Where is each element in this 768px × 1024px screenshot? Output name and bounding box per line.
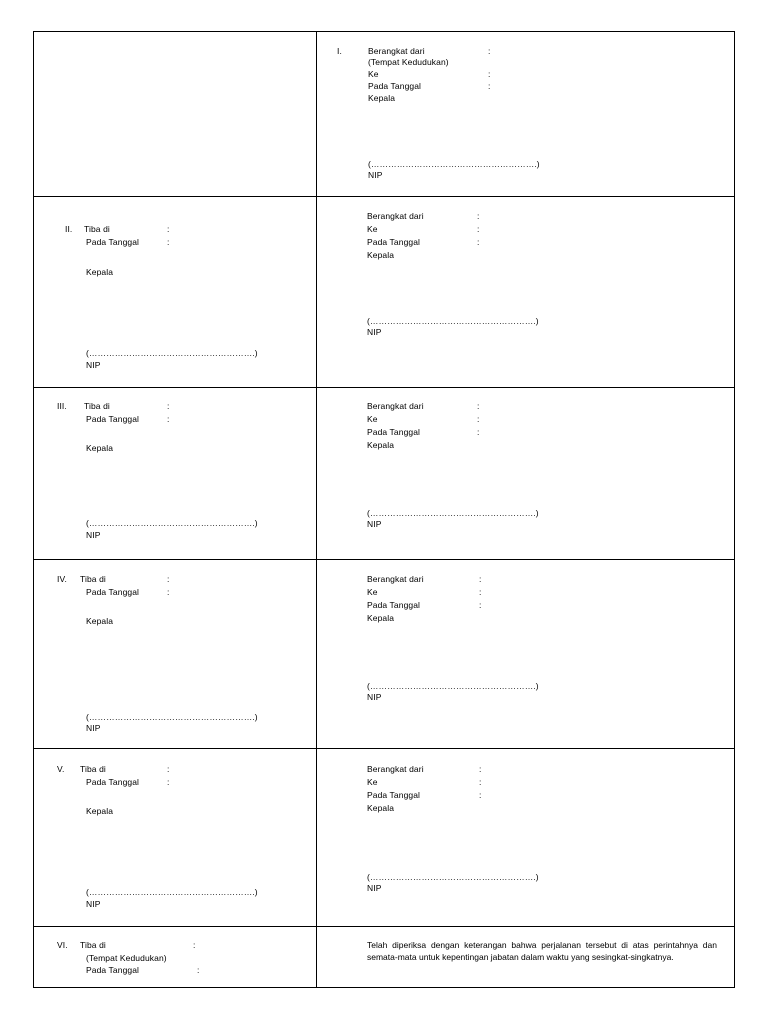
colon: : <box>197 965 200 975</box>
colon: : <box>167 587 170 597</box>
colon: : <box>479 587 482 597</box>
head-label: Kepala <box>86 267 114 277</box>
row-divider <box>34 748 734 749</box>
colon: : <box>479 790 482 800</box>
depart-label: Berangkat dari <box>367 401 424 411</box>
date-label: Pada Tanggal <box>86 587 140 597</box>
colon: : <box>479 600 482 610</box>
head-label: Kepala <box>368 93 396 103</box>
signature-line: (………………………………………………….) <box>86 348 258 358</box>
arrive-sub-label: (Tempat Kedudukan) <box>86 953 167 963</box>
head-label: Kepala <box>367 803 395 813</box>
head-label: Kepala <box>367 613 395 623</box>
travel-record-form <box>33 31 735 988</box>
section-number: II. <box>65 224 73 234</box>
colon: : <box>167 574 170 584</box>
verification-statement: Telah diperiksa dengan keterangan bahwa perjalanan tersebut di atas perintahnya dan semata-mata untuk kepentingan jabatan dalam waktu yang sesingkat-singkatnya. <box>367 940 717 962</box>
nip-label: NIP <box>367 883 382 893</box>
colon: : <box>477 237 480 247</box>
colon: : <box>167 764 170 774</box>
date-label: Pada Tanggal <box>86 237 140 247</box>
colon: : <box>167 401 170 411</box>
colon: : <box>167 777 170 787</box>
colon: : <box>479 574 482 584</box>
section-number: VI. <box>57 940 68 950</box>
date-label: Pada Tanggal <box>367 237 421 247</box>
to-label: Ke <box>367 777 378 787</box>
colon: : <box>488 81 491 91</box>
head-label: Kepala <box>86 806 114 816</box>
colon: : <box>488 69 491 79</box>
arrive-label: Tiba di <box>80 574 106 584</box>
date-label: Pada Tanggal <box>367 600 421 610</box>
nip-label: NIP <box>367 327 382 337</box>
arrive-label: Tiba di <box>80 940 106 950</box>
head-label: Kepala <box>86 616 114 626</box>
date-label: Pada Tanggal <box>86 777 140 787</box>
colon: : <box>479 777 482 787</box>
to-label: Ke <box>367 414 378 424</box>
nip-label: NIP <box>86 360 101 370</box>
colon: : <box>477 414 480 424</box>
section-number: I. <box>337 46 342 56</box>
section-number: III. <box>57 401 67 411</box>
signature-line: (………………………………………………….) <box>367 681 539 691</box>
to-label: Ke <box>367 224 378 234</box>
depart-label: Berangkat dari <box>367 574 424 584</box>
colon: : <box>167 414 170 424</box>
signature-line: (………………………………………………….) <box>367 508 539 518</box>
date-label: Pada Tanggal <box>368 81 422 91</box>
signature-line: (………………………………………………….) <box>86 887 258 897</box>
signature-line: (………………………………………………….) <box>86 712 258 722</box>
section-number: V. <box>57 764 65 774</box>
depart-label: Berangkat dari <box>367 211 424 221</box>
row-divider <box>34 387 734 388</box>
arrive-label: Tiba di <box>84 224 110 234</box>
arrive-label: Tiba di <box>84 401 110 411</box>
colon: : <box>488 46 491 56</box>
date-label: Pada Tanggal <box>86 414 140 424</box>
colon: : <box>479 764 482 774</box>
colon: : <box>477 224 480 234</box>
depart-sub-label: (Tempat Kedudukan) <box>368 57 449 67</box>
signature-line: (………………………………………………….) <box>86 518 258 528</box>
section-number: IV. <box>57 574 67 584</box>
arrive-label: Tiba di <box>80 764 106 774</box>
depart-label: Berangkat dari <box>367 764 424 774</box>
row-divider <box>34 196 734 197</box>
nip-label: NIP <box>86 723 101 733</box>
to-label: Ke <box>368 69 379 79</box>
nip-label: NIP <box>368 170 383 180</box>
signature-line: (………………………………………………….) <box>367 316 539 326</box>
date-label: Pada Tanggal <box>86 965 140 975</box>
colon: : <box>167 237 170 247</box>
signature-line: (………………………………………………….) <box>368 159 540 169</box>
to-label: Ke <box>367 587 378 597</box>
date-label: Pada Tanggal <box>367 790 421 800</box>
nip-label: NIP <box>86 899 101 909</box>
row-divider <box>34 559 734 560</box>
colon: : <box>477 401 480 411</box>
row-divider <box>34 926 734 927</box>
colon: : <box>193 940 196 950</box>
depart-label: Berangkat dari <box>368 46 425 56</box>
colon: : <box>167 224 170 234</box>
colon: : <box>477 211 480 221</box>
column-divider <box>316 32 317 987</box>
head-label: Kepala <box>86 443 114 453</box>
head-label: Kepala <box>367 250 395 260</box>
date-label: Pada Tanggal <box>367 427 421 437</box>
nip-label: NIP <box>86 530 101 540</box>
head-label: Kepala <box>367 440 395 450</box>
signature-line: (………………………………………………….) <box>367 872 539 882</box>
colon: : <box>477 427 480 437</box>
nip-label: NIP <box>367 692 382 702</box>
nip-label: NIP <box>367 519 382 529</box>
